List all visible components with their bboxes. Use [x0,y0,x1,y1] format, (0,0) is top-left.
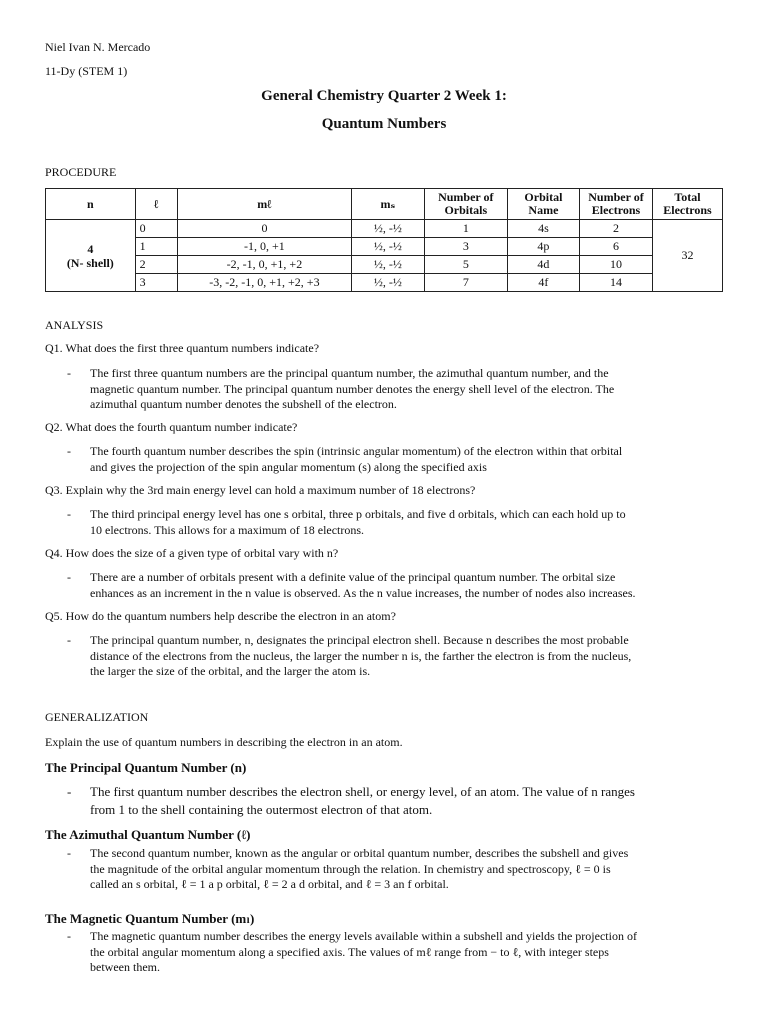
col-header-n: n [46,189,136,220]
answer-line: magnetic quantum number. The principal quantum number denotes the energy shell level of the electron. The [90,381,615,396]
l-cell: 2 [135,256,177,274]
answer-1 [90,366,730,413]
table-header-row [46,189,723,220]
electrons-cell: 6 [580,238,653,256]
answer-line: and gives the projection of the spin angular momentum (s) along the specified axis [90,459,487,474]
col-header-orbitals: Number of Orbitals [424,189,507,220]
answer-2 [90,444,730,475]
orbitals-cell: 1 [424,220,507,238]
answer-line: the magnitude of the orbital angular momentum through the relation. In chemistry and spectroscopy, ℓ = 0 is [90,861,611,876]
answer-line: the larger the size of the orbital, and the larger the atom is. [90,664,371,678]
electrons-cell: 2 [580,220,653,238]
n-value: 4 [87,241,94,256]
author-name: Niel Ivan N. Mercado [45,40,151,54]
bullet-dash: - [67,633,71,647]
quantum-numbers-table [45,188,723,292]
table-row [46,274,723,292]
orbitals-cell: 5 [424,256,507,274]
answer-line: enhances as an increment in the n value is observed. As the n value increases, the number of nodes also increases. [90,585,636,600]
answer-line: called an s orbital, ℓ = 1 a p orbital, ℓ = 2 a d orbital, and ℓ = 3 an f orbital. [90,877,449,891]
answer-line: 10 electrons. This allows for a maximum of 18 electrons. [90,522,365,537]
bullet-dash: - [67,570,71,584]
ms-cell: ½, -½ [351,238,424,256]
class-section: 11-Dy (STEM 1) [45,64,128,78]
question-1: Q1. What does the first three quantum numbers indicate? [45,341,320,355]
ml-cell: -3, -2, -1, 0, +1, +2, +3 [177,274,351,292]
answer-line: The fourth quantum number describes the spin (intrinsic angular momentum) of the electron within that orbital [90,444,623,458]
n-cell [46,220,136,292]
bullet-dash: - [67,784,72,799]
principal-text [90,783,730,819]
answer-line: from 1 to the shell containing the outermost electron of that atom. [90,802,433,817]
azimuthal-heading: The Azimuthal Quantum Number (ℓ) [45,827,251,842]
answer-3 [90,507,730,538]
answer-line: The second quantum number, known as the angular or orbital quantum number, describes the subshell and gives [90,846,629,860]
bullet-dash: - [67,929,71,943]
l-cell: 0 [135,220,177,238]
azimuthal-text [90,846,730,893]
electrons-cell: 10 [580,256,653,274]
answer-line: The first three quantum numbers are the principal quantum number, the azimuthal quantum number, and the [90,366,609,380]
orbital-name-cell: 4s [507,220,579,238]
generalization-prompt: Explain the use of quantum numbers in describing the electron in an atom. [45,735,403,749]
orbital-name-cell: 4p [507,238,579,256]
col-header-orbital-name: Orbital Name [507,189,579,220]
document-subtitle: Quantum Numbers [321,116,447,132]
magnetic-heading: The Magnetic Quantum Number (mₗ) [45,911,255,926]
ml-cell: 0 [177,220,351,238]
question-5: Q5. How do the quantum numbers help describe the electron in an atom? [45,609,396,623]
col-header-electrons: Number of Electrons [580,189,653,220]
document-title: General Chemistry Quarter 2 Week 1: [261,88,507,104]
question-4: Q4. How does the size of a given type of orbital vary with n? [45,546,339,560]
ml-cell: -2, -1, 0, +1, +2 [177,256,351,274]
answer-line: The first quantum number describes the electron shell, or energy level, of an atom. The value of n ranges [90,784,635,799]
table-row [46,256,723,274]
answer-line: distance of the electrons from the nucleus, the larger the number n is, the farther the electron is from the nucleus, [90,648,632,663]
orbitals-cell: 3 [424,238,507,256]
l-cell: 1 [135,238,177,256]
total-electrons-cell: 32 [652,220,722,292]
magnetic-text [90,929,730,976]
col-header-ms: mₛ [351,189,424,220]
table-row [46,220,723,238]
answer-line: There are a number of orbitals present with a definite value of the principal quantum number. The orbital size [90,570,616,584]
bullet-dash: - [67,444,71,458]
ml-cell: -1, 0, +1 [177,238,351,256]
answer-line: The third principal energy level has one s orbital, three p orbitals, and five d orbitals, which can each hold up to [90,507,626,521]
answer-4 [90,570,730,601]
answer-line: the orbital angular momentum along a specified axis. The values of mℓ range from − to ℓ, with integer steps [90,944,609,959]
col-header-total: Total Electrons [652,189,722,220]
electrons-cell: 14 [580,274,653,292]
generalization-label: GENERALIZATION [45,710,149,724]
col-header-ml: mℓ [177,189,351,220]
procedure-label: PROCEDURE [45,165,117,179]
bullet-dash: - [67,846,71,860]
table-row [46,238,723,256]
answer-line: between them. [90,960,160,974]
bullet-dash: - [67,366,71,380]
question-2: Q2. What does the fourth quantum number indicate? [45,420,298,434]
orbital-name-cell: 4f [507,274,579,292]
ms-cell: ½, -½ [351,256,424,274]
principal-heading: The Principal Quantum Number (n) [45,760,247,775]
answer-line: The magnetic quantum number describes the energy levels available within a subshell and yields the projection of [90,929,637,943]
orbitals-cell: 7 [424,274,507,292]
ms-cell: ½, -½ [351,220,424,238]
n-shell-note: (N- shell) [66,255,114,270]
bullet-dash: - [67,507,71,521]
answer-line: azimuthal quantum number denotes the subshell of the electron. [90,397,397,411]
orbital-name-cell: 4d [507,256,579,274]
answer-5 [90,633,730,680]
answer-line: The principal quantum number, n, designates the principal electron shell. Because n describes the most probable [90,633,629,647]
col-header-l: ℓ [135,189,177,220]
ms-cell: ½, -½ [351,274,424,292]
analysis-label: ANALYSIS [45,318,104,332]
question-3: Q3. Explain why the 3rd main energy level can hold a maximum number of 18 electrons? [45,483,476,497]
l-cell: 3 [135,274,177,292]
